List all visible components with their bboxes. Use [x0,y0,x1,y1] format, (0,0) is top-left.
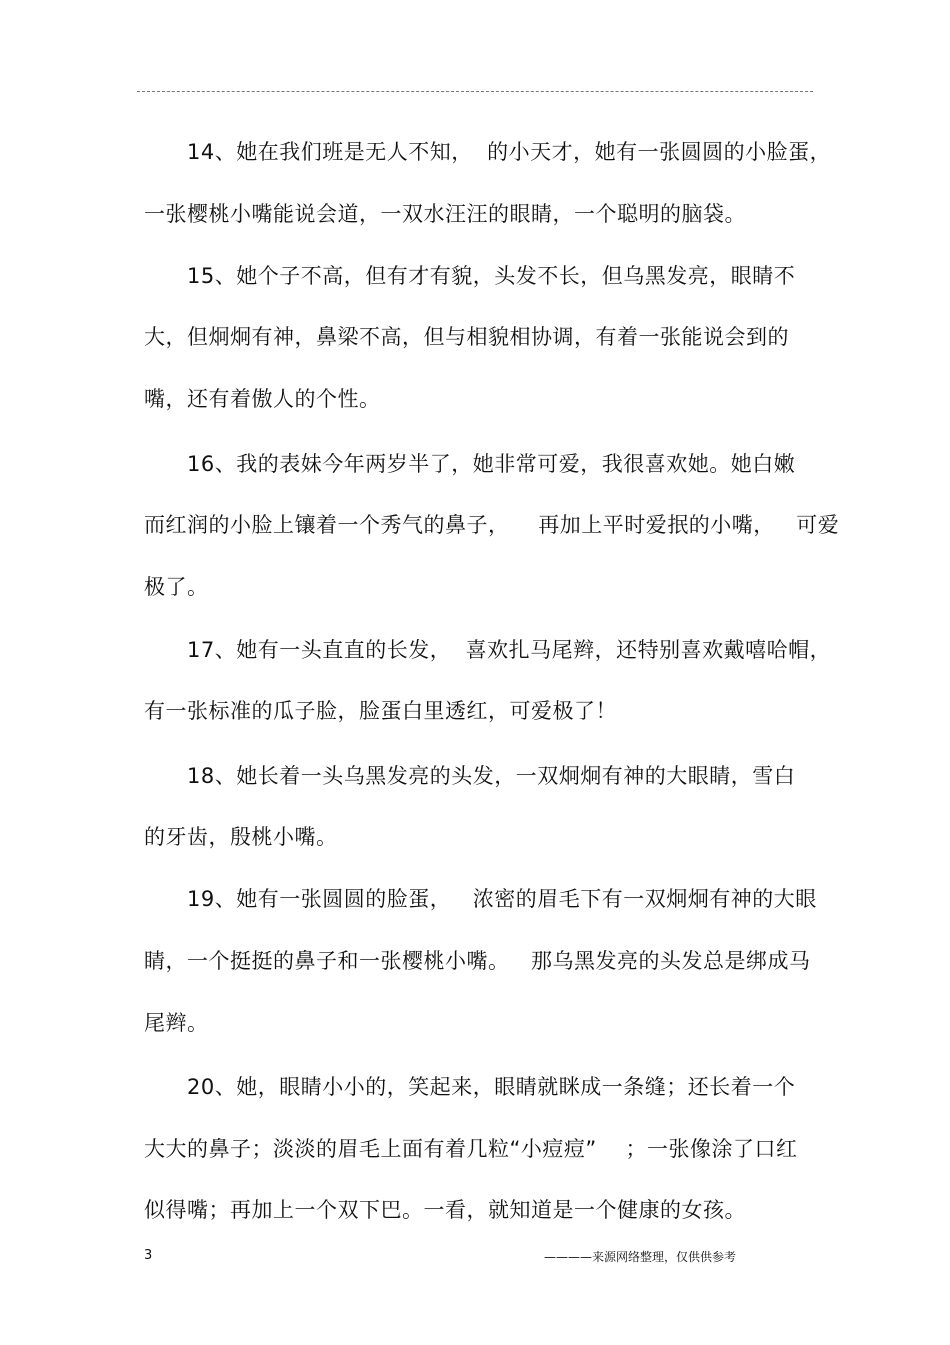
paragraph-17-line-1: 17、她有一头直直的长发， 喜欢扎马尾辫，还特别喜欢戴嘻哈帽， [187,638,832,662]
paragraph-14-line-2: 一张樱桃小嘴能说会道，一双水汪汪的眼睛，一个聪明的脑袋。 [144,202,746,226]
paragraph-20-line-1: 20、她，眼睛小小的，笑起来，眼睛就眯成一条缝；还长着一个 [187,1075,796,1099]
paragraph-19-line-2: 睛，一个挺挺的鼻子和一张樱桃小嘴。 那乌黑发亮的头发总是绑成马 [144,949,811,973]
paragraph-19-line-3: 尾辫。 [144,1011,209,1035]
paragraph-16-line-1: 16、我的表妹今年两岁半了，她非常可爱，我很喜欢她。她白嫩 [187,452,796,476]
paragraph-17-line-2: 有一张标准的瓜子脸，脸蛋白里透红，可爱极了！ [144,699,617,723]
paragraph-14-line-1: 14、她在我们班是无人不知， 的小天才，她有一张圆圆的小脸蛋， [187,140,832,164]
paragraph-15-line-2: 大，但炯炯有神，鼻梁不高，但与相貌相协调，有着一张能说会到的 [144,325,789,349]
header-divider [137,91,813,92]
paragraph-18-line-1: 18、她长着一头乌黑发亮的头发，一双炯炯有神的大眼睛，雪白 [187,764,796,788]
paragraph-15-line-1: 15、她个子不高，但有才有貌，头发不长，但乌黑发亮，眼睛不 [187,264,796,288]
paragraph-20-line-2: 大大的鼻子；淡淡的眉毛上面有着几粒“小痘痘” ；一张像涂了口红 [144,1137,798,1161]
source-note: ————来源网络整理，仅供供参考 [544,1250,737,1264]
paragraph-20-line-3: 似得嘴；再加上一个双下巴。一看，就知道是一个健康的女孩。 [144,1198,746,1222]
page-number: 3 [144,1248,153,1263]
paragraph-16-line-3: 极了。 [144,575,209,599]
paragraph-15-line-3: 嘴，还有着傲人的个性。 [144,387,381,411]
paragraph-18-line-2: 的牙齿，殷桃小嘴。 [144,825,338,849]
paragraph-19-line-1: 19、她有一张圆圆的脸蛋， 浓密的眉毛下有一双炯炯有神的大眼 [187,887,817,911]
paragraph-16-line-2: 而红润的小脸上镶着一个秀气的鼻子， 再加上平时爱抿的小嘴， 可爱 [144,513,840,537]
